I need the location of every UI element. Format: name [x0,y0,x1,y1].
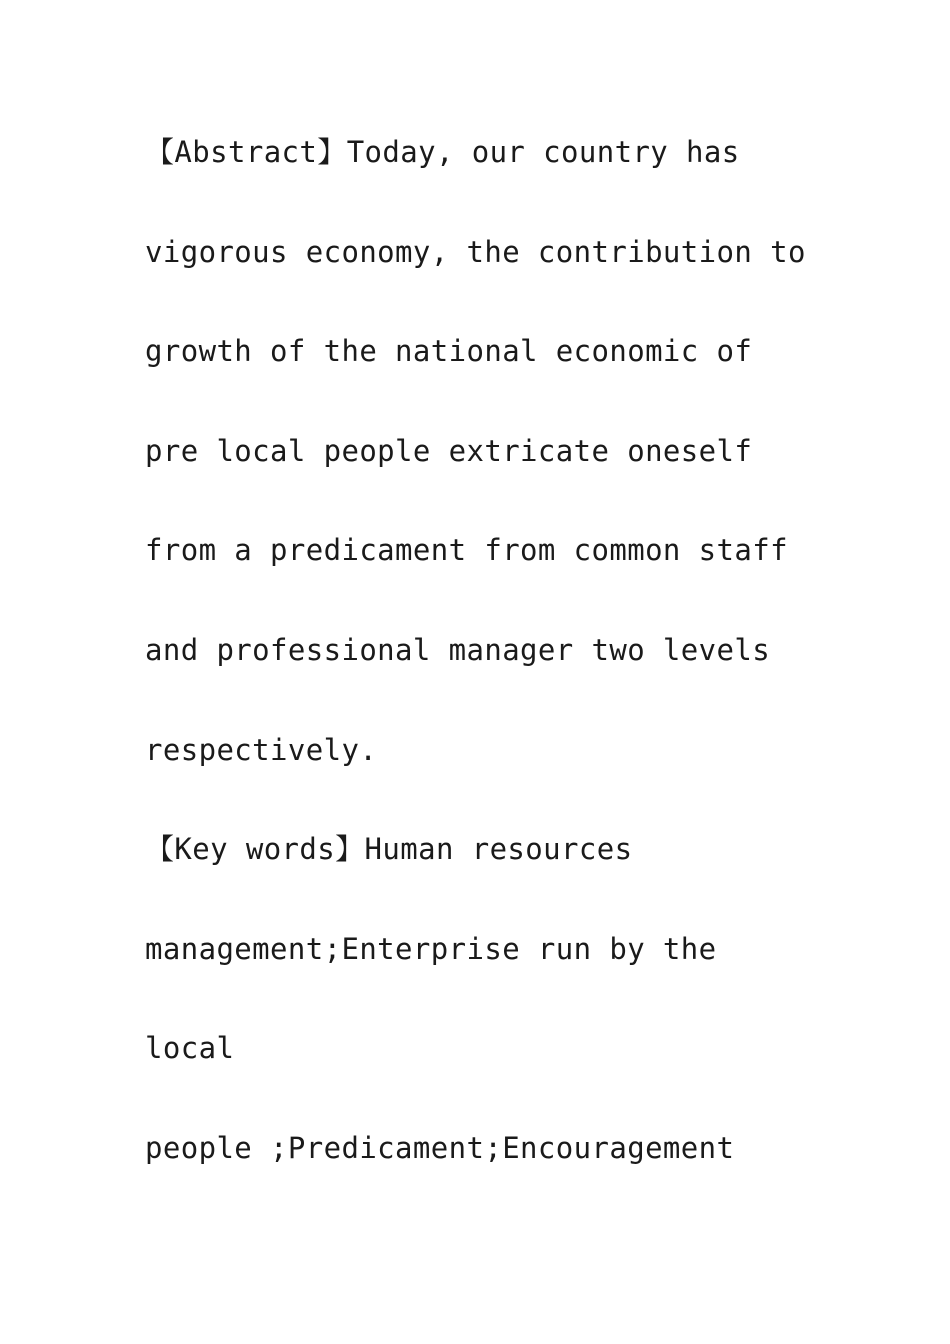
abstract-line-4: pre local people extricate oneself [145,434,753,468]
keywords-text-line: Human resources [364,832,633,866]
keywords-line-3: local [145,1031,235,1065]
abstract-line-7: respectively. [145,733,378,767]
keywords-label: 【Key words】 [145,832,365,866]
abstract-line-1 [145,132,740,172]
abstract-line-6: and professional manager two levels [145,633,771,667]
abstract-line-2: vigorous economy, the contribution to [145,235,806,269]
keywords-line-1 [145,829,632,869]
abstract-line-3: growth of the national economic of [145,334,753,368]
abstract-label: 【Abstract】 [145,135,347,169]
abstract-text-line: Today, our country has [346,135,740,169]
keywords-line-2: management;Enterprise run by the [145,932,717,966]
keywords-line-4: people ;Predicament;Encouragement [145,1131,735,1165]
abstract-line-5: from a predicament from common staff [145,533,788,567]
